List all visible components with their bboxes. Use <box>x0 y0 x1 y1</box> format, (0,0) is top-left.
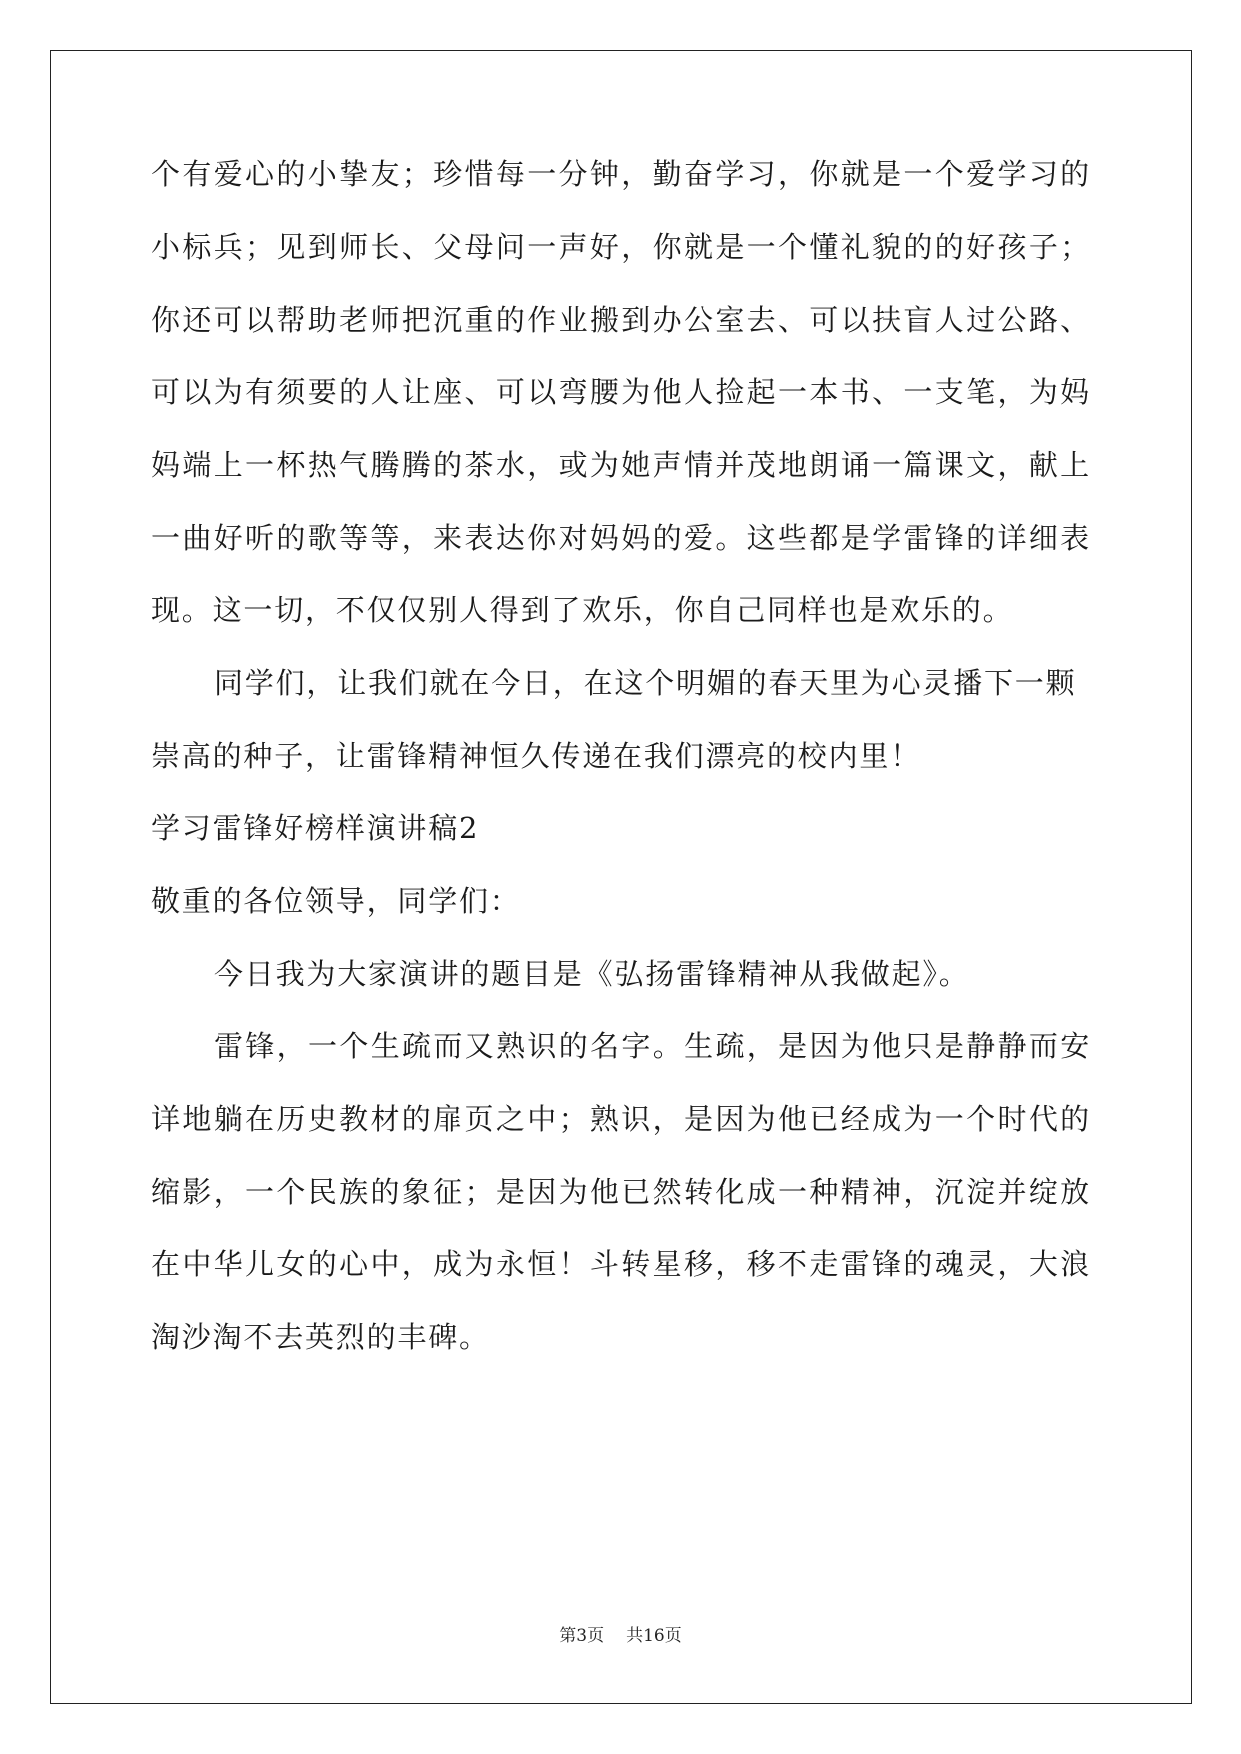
body-line-4: 可以为有须要的人让座、可以弯腰为他人捡起一本书、一支笔，为妈 <box>151 375 1091 409</box>
body-line-6: 一曲好听的歌等等，来表达你对妈妈的爱。这些都是学雷锋的详细表 <box>151 521 1091 555</box>
page-number: 第3页 <box>559 1626 605 1646</box>
page-footer <box>0 1626 1241 1646</box>
section-title: 学习雷锋好榜样演讲稿2 <box>151 811 480 845</box>
paragraph-line-8: 同学们，让我们就在今日，在这个明媚的春天里为心灵播下一颗 <box>214 666 1077 700</box>
paragraph-line-16: 在中华儿女的心中，成为永恒！斗转星移，移不走雷锋的魂灵，大浪 <box>151 1247 1091 1281</box>
page-border <box>50 50 1192 1704</box>
paragraph-line-13: 雷锋，一个生疏而又熟识的名字。生疏，是因为他只是静静而安 <box>214 1029 1091 1063</box>
salutation: 敬重的各位领导，同学们： <box>151 884 521 918</box>
paragraph-line-9: 崇高的种子，让雷锋精神恒久传递在我们漂亮的校内里！ <box>151 739 922 773</box>
page-total: 共16页 <box>626 1626 682 1646</box>
paragraph-line-15: 缩影，一个民族的象征；是因为他已然转化成一种精神，沉淀并绽放 <box>151 1175 1091 1209</box>
paragraph-line-17: 淘沙淘不去英烈的丰碑。 <box>151 1320 490 1354</box>
body-line-1: 个有爱心的小挚友；珍惜每一分钟，勤奋学习，你就是一个爱学习的 <box>151 157 1091 191</box>
body-line-2: 小标兵；见到师长、父母问一声好，你就是一个懂礼貌的的好孩子； <box>151 230 1091 264</box>
body-line-7: 现。这一切，不仅仅别人得到了欢乐，你自己同样也是欢乐的。 <box>151 593 1014 627</box>
body-line-5: 妈端上一杯热气腾腾的茶水，或为她声情并茂地朗诵一篇课文，献上 <box>151 448 1091 482</box>
body-line-3: 你还可以帮助老师把沉重的作业搬到办公室去、可以扶盲人过公路、 <box>151 303 1091 337</box>
paragraph-line-14: 详地躺在历史教材的扉页之中；熟识，是因为他已经成为一个时代的 <box>151 1102 1091 1136</box>
paragraph-line-12: 今日我为大家演讲的题目是《弘扬雷锋精神从我做起》。 <box>214 957 970 991</box>
